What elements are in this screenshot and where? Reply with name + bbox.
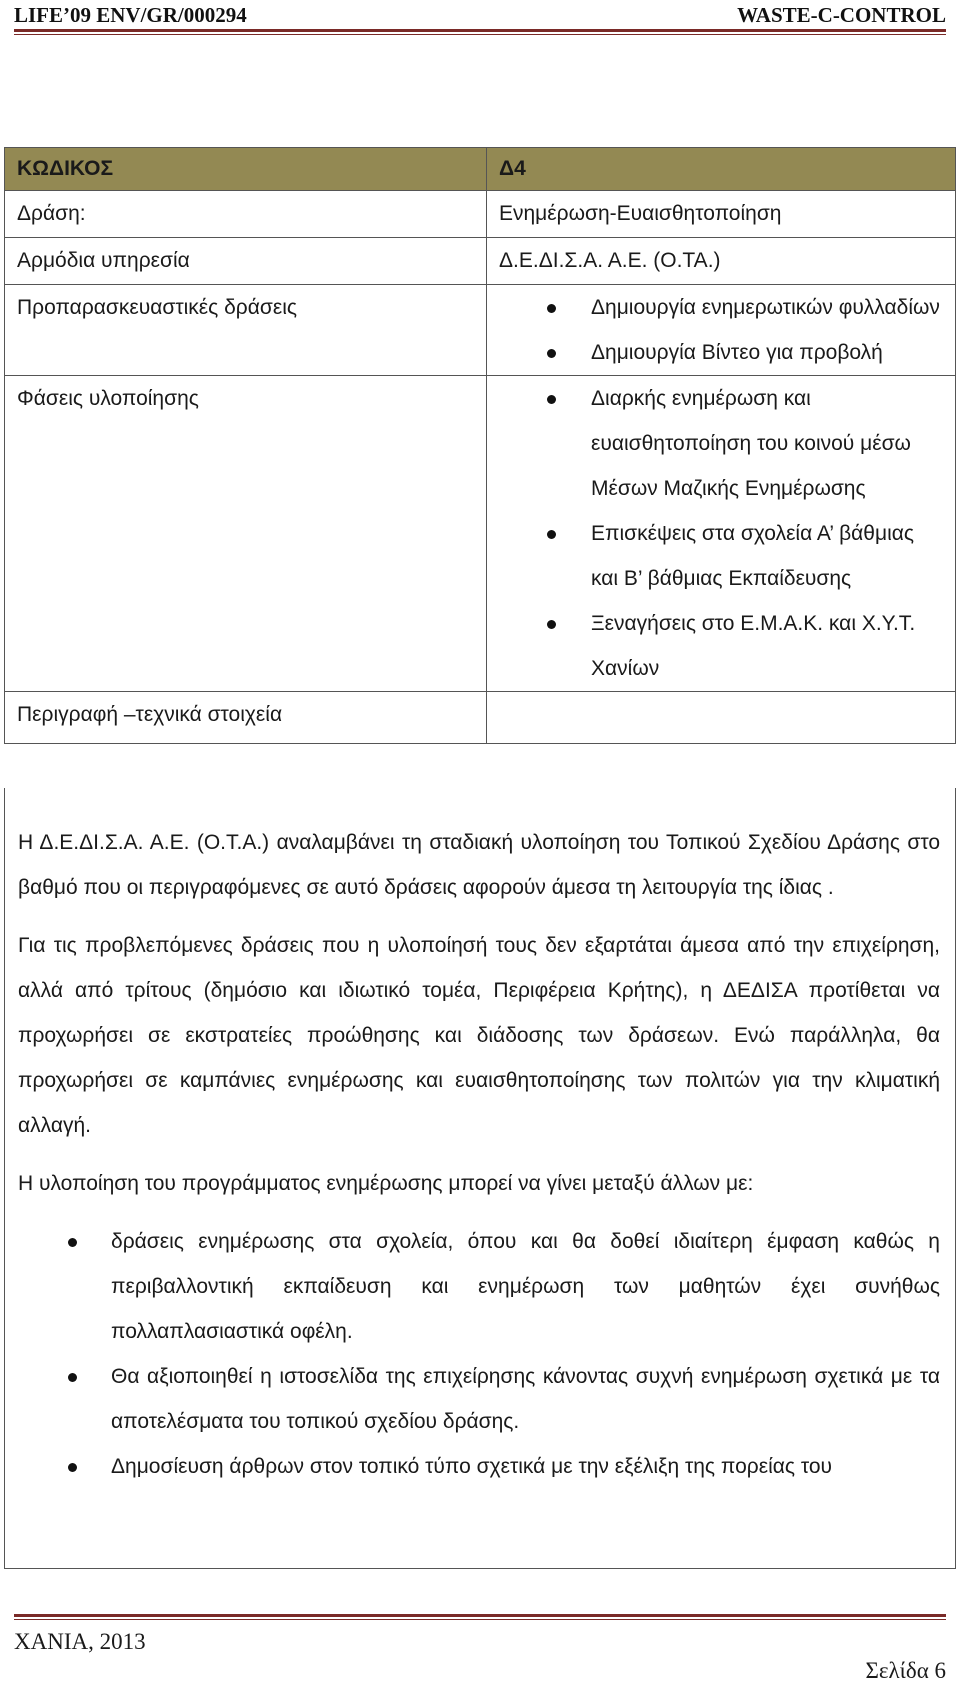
list-item: Θα αξιοποιηθεί η ιστοσελίδα της επιχείρησης κάνοντας συχνή ενημέρωση σχετικά με τα αποτελέσματα του τοπικού σχεδίου δράσης. [18, 1354, 940, 1444]
paragraph: Η Δ.Ε.ΔΙ.Σ.Α. Α.Ε. (Ο.Τ.Α.) αναλαμβάνει τη σταδιακή υλοποίηση του Τοπικού Σχεδίου Δράσης στο βαθμό που οι περιγραφόμενες σε αυτό δράσεις αφορούν άμεσα τη λειτουργία της ίδιας . [18, 831, 940, 899]
phases-list-cell [487, 376, 956, 692]
prep-list-cell [487, 285, 956, 376]
body-bullets [18, 1219, 940, 1489]
table-row [5, 148, 956, 191]
list-item: Διαρκής ενημέρωση και ευαισθητοποίηση του κοινού μέσω Μέσων Μαζικής Ενημέρωσης [499, 376, 943, 511]
bullet-icon [547, 530, 556, 539]
bullet-icon [547, 304, 556, 313]
header-rule [14, 29, 946, 32]
footer-rule [14, 1614, 946, 1617]
action-value: Ενημέρωση-Ευαισθητοποίηση [487, 191, 956, 238]
paragraph: Η υλοποίηση του προγράμματος ενημέρωσης μπορεί να γίνει μεταξύ άλλων με: [18, 1172, 754, 1195]
project-name: WASTE-C-CONTROL [737, 3, 946, 27]
footer-rule-thin [14, 1619, 946, 1620]
bullet-icon [547, 395, 556, 404]
table-row [5, 191, 956, 238]
paragraph: Για τις προβλεπόμενες δράσεις που η υλοποίησή τους δεν εξαρτάται άμεσα από την επιχείρηση, αλλά από τρίτους (δημόσιο και ιδιωτικό τομέα, Περιφέρεια Κρήτης), η ΔΕΔΙΣΑ προτίθεται να προχωρήσει σε εκστρατείες προώθησης και διάδοσης των δράσεων. Ενώ παράλληλα, θα προχωρήσει σε καμπάνιες ενημέρωσης και ευαισθητοποίησης των πολιτών για την κλιματική αλλαγή. [18, 934, 940, 1137]
table-row [5, 376, 956, 692]
phases-list [499, 376, 943, 691]
bullet-icon [68, 1238, 77, 1247]
prep-list [499, 285, 943, 375]
bullet-icon [68, 1373, 77, 1382]
table-row [5, 238, 956, 285]
action-label: Δράση: [5, 191, 487, 238]
page-header [14, 0, 946, 30]
project-code: LIFE’09 ENV/GR/000294 [14, 3, 247, 27]
list-item: Δημοσίευση άρθρων στον τοπικό τύπο σχετικά με την εξέλιξη της πορείας του [18, 1444, 940, 1489]
table-row [5, 692, 956, 744]
list-item: Επισκέψεις στα σχολεία Α’ βάθμιας και Β’ βάθμιας Εκπαίδευσης [499, 511, 943, 601]
service-value: Δ.Ε.ΔΙ.Σ.Α. Α.Ε. (Ο.ΤΑ.) [487, 238, 956, 285]
list-item: δράσεις ενημέρωσης στα σχολεία, όπου και θα δοθεί ιδιαίτερη έμφαση καθώς η περιβαλλοντική εκπαίδευση και ενημέρωση των μαθητών έχει συνήθως πολλαπλασιαστικά οφέλη. [18, 1219, 940, 1354]
footer-place-date: ΧΑΝΙΑ, 2013 [14, 1629, 146, 1654]
bullet-icon [68, 1463, 77, 1472]
code-label: ΚΩΔΙΚΟΣ [5, 148, 487, 191]
table-row [5, 285, 956, 376]
description-label: Περιγραφή –τεχνικά στοιχεία [5, 692, 487, 744]
page-number: Σελίδα 6 [865, 1658, 946, 1683]
list-item: Ξεναγήσεις στο Ε.Μ.Α.Κ. και Χ.Υ.Τ. Χανίων [499, 601, 943, 691]
description-body [4, 788, 956, 1569]
body-text [18, 820, 940, 1489]
phases-label: Φάσεις υλοποίησης [5, 376, 487, 692]
prep-label: Προπαρασκευαστικές δράσεις [5, 285, 487, 376]
list-item: Δημιουργία ενημερωτικών φυλλαδίων [499, 285, 943, 330]
service-label: Αρμόδια υπηρεσία [5, 238, 487, 285]
bullet-icon [547, 349, 556, 358]
list-item: Δημιουργία Βίντεο για προβολή [499, 330, 943, 375]
header-rule-thin [14, 34, 946, 35]
description-value [487, 692, 956, 744]
action-table [4, 147, 956, 744]
bullet-icon [547, 620, 556, 629]
code-value: Δ4 [487, 148, 956, 191]
page-footer [14, 1614, 946, 1684]
